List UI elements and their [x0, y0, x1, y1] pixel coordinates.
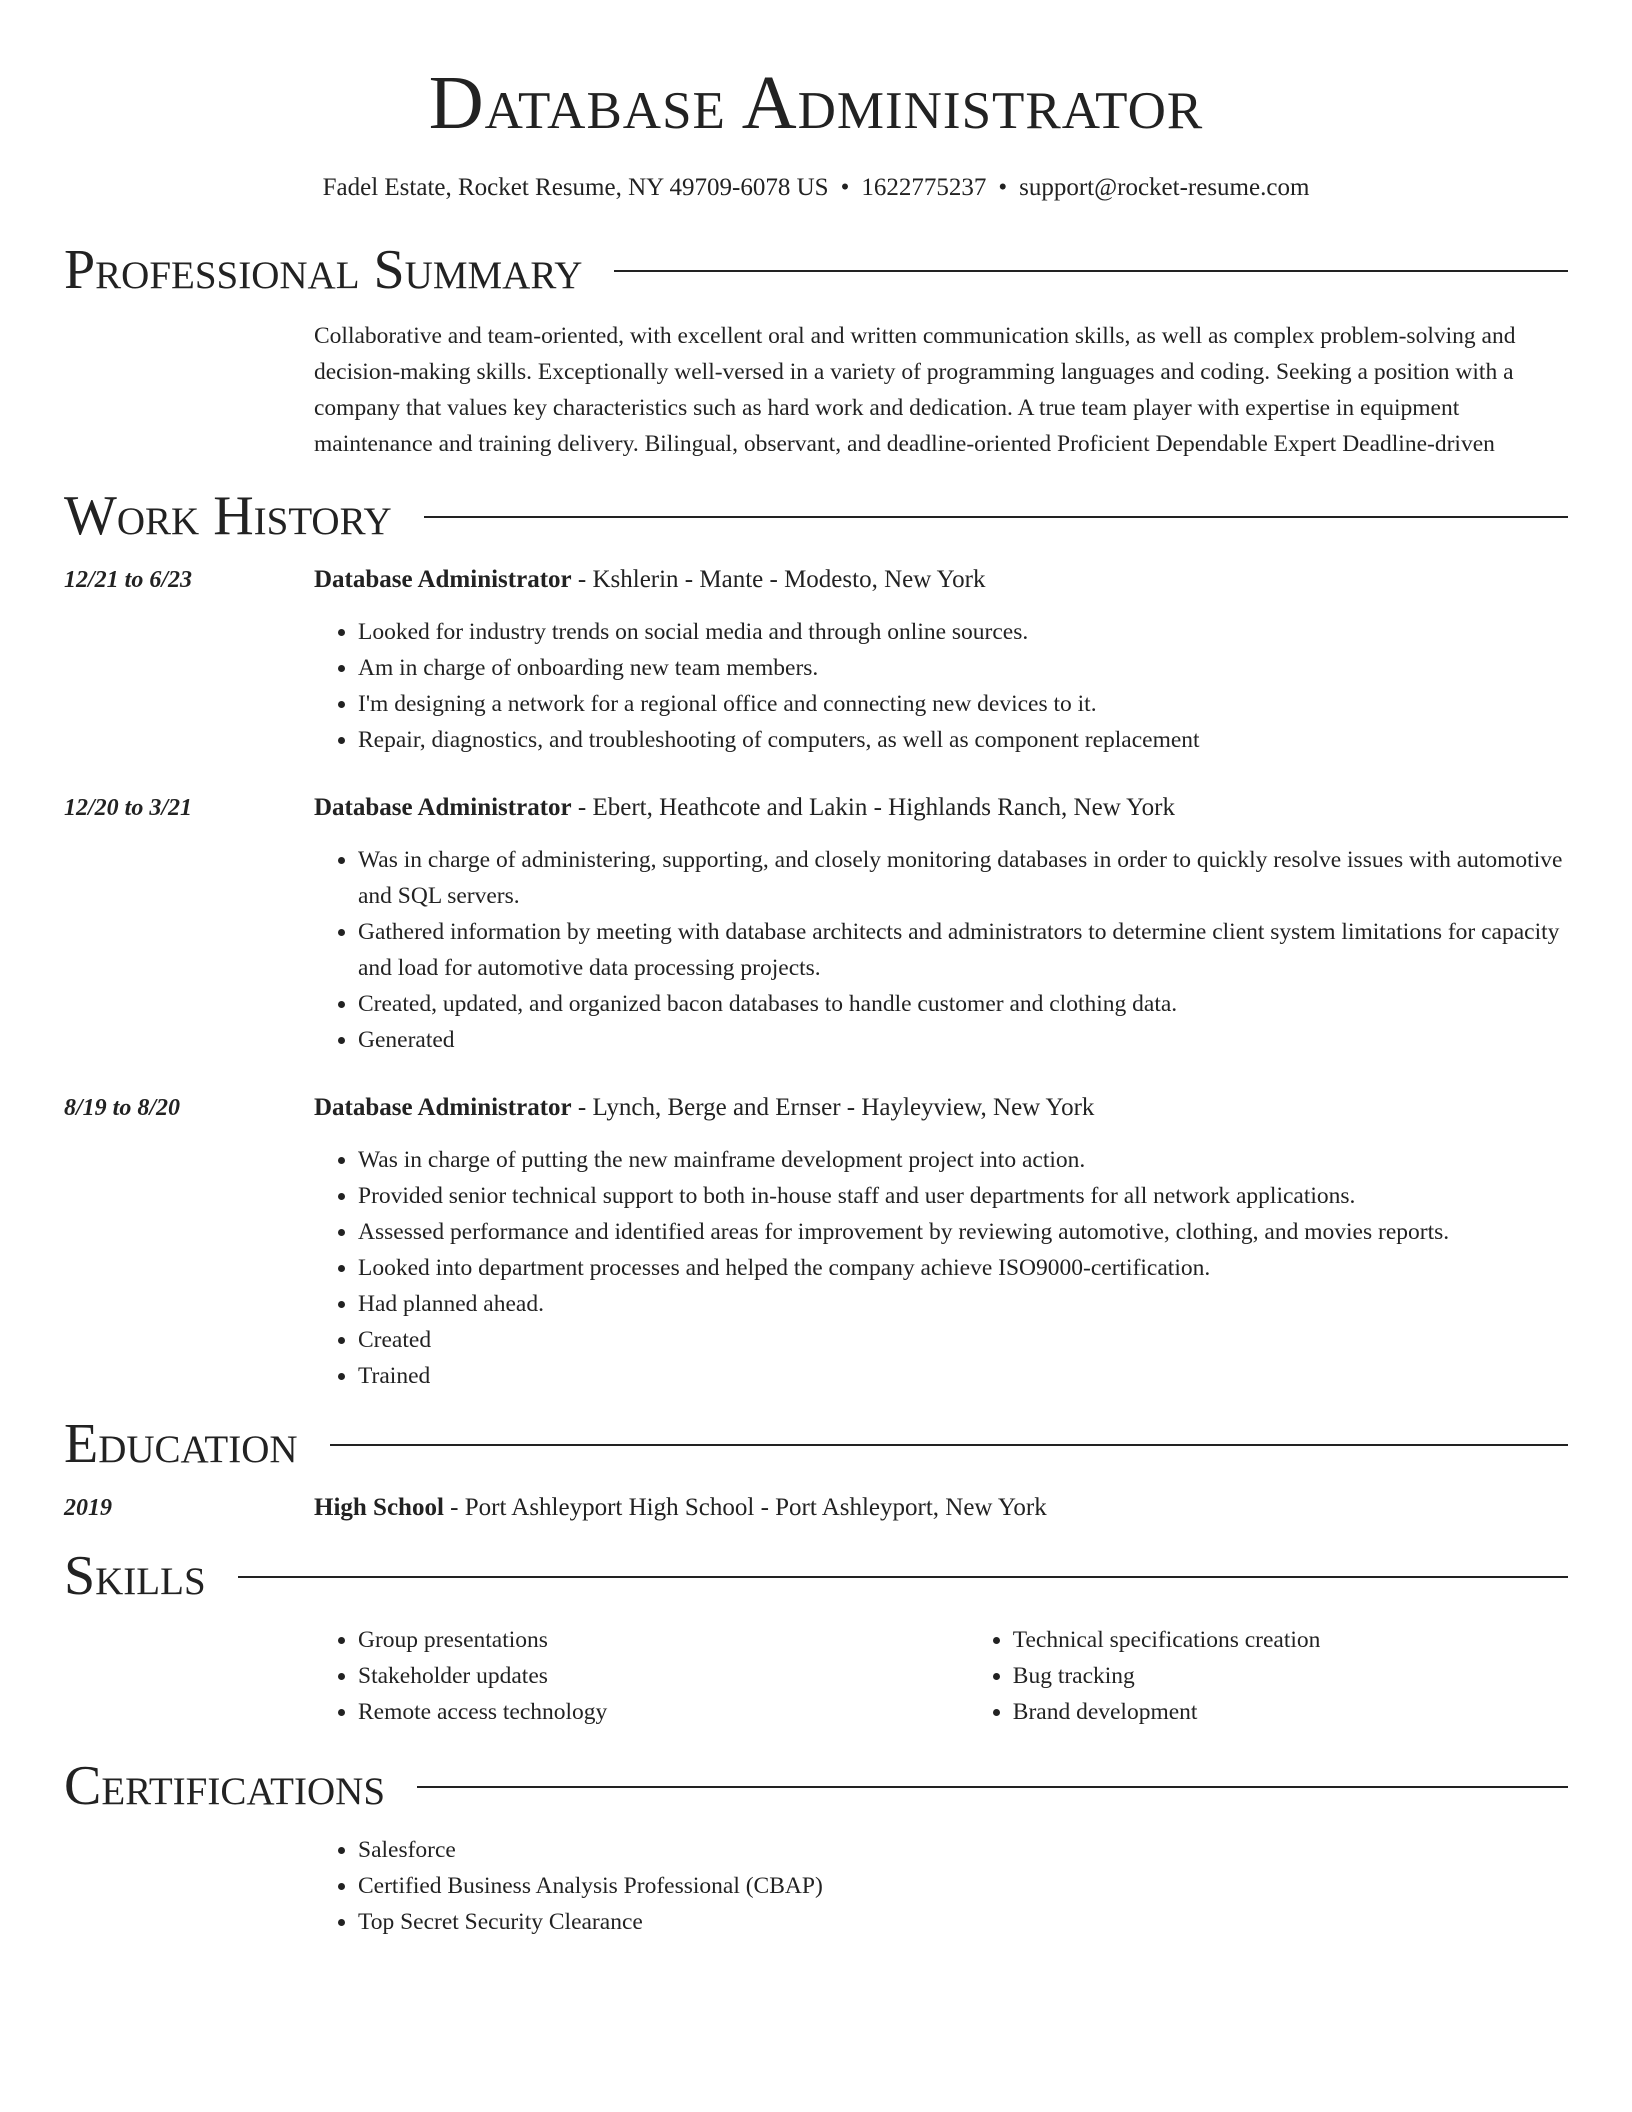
job-heading	[314, 1090, 1568, 1126]
resume-name: Database Administrator	[428, 61, 1204, 145]
job-bullet: • Assessed performance and identified areas for improvement by reviewing automotive, clothing, and movies reports.	[358, 1214, 1568, 1250]
job-header	[64, 1090, 1568, 1126]
job-title: Database Administrator	[314, 566, 572, 593]
certification-item: • Top Secret Security Clearance	[358, 1904, 1568, 1940]
job-entry	[64, 790, 1568, 1058]
skill-item: • Group presentations	[358, 1622, 969, 1658]
job-title: Database Administrator	[314, 1094, 572, 1121]
job-entry	[64, 1090, 1568, 1394]
skills-section-header	[64, 1544, 1568, 1608]
job-dates: 8/19 to 8/20	[64, 1095, 181, 1121]
job-details: - Ebert, Heathcote and Lakin - Highlands Ranch, New York	[571, 794, 1175, 821]
job-header	[64, 562, 1568, 598]
skill-item: • Stakeholder updates	[358, 1658, 969, 1694]
education-section-title: Education	[64, 1413, 298, 1475]
job-details: - Kshlerin - Mante - Modesto, New York	[571, 566, 986, 593]
certification-item: • Salesforce	[358, 1832, 1568, 1868]
skills-section-title: Skills	[64, 1545, 206, 1607]
job-dates: 12/20 to 3/21	[64, 795, 193, 821]
education-heading	[314, 1490, 1568, 1526]
skills-column-left	[314, 1622, 969, 1730]
job-bullet: • Am in charge of onboarding new team members.	[358, 650, 1568, 686]
job-bullet: • Created	[358, 1322, 1568, 1358]
contact-separator: •	[998, 174, 1008, 201]
certifications-section-header	[64, 1754, 1568, 1818]
summary-text: Collaborative and team-oriented, with excellent oral and written communication skills, as well as complex problem-solving and decision-making skills. Exceptionally well-versed in a variety of programming languages and coding. Seeking a position with a company that values key characteristics such as hard work and dedication. A true team player with expertise in equipment maintenance and training delivery. Bilingual, observant, and deadline-oriented Proficient Dependable Expert Deadline-driven	[314, 323, 1516, 457]
contact-address: Fadel Estate, Rocket Resume, NY 49709-6078 US	[322, 174, 829, 201]
education-details: - Port Ashleyport High School - Port Ashleyport, New York	[443, 1494, 1047, 1521]
education-entry	[64, 1490, 1568, 1526]
job-bullet: • Created, updated, and organized bacon databases to handle customer and clothing data.	[358, 986, 1568, 1022]
job-bullet: • Looked into department processes and helped the company achieve ISO9000-certification.	[358, 1250, 1568, 1286]
section-divider	[330, 1444, 1568, 1446]
certifications-section-title: Certifications	[64, 1755, 386, 1817]
contact-phone: 1622775237	[861, 174, 987, 201]
job-details: - Lynch, Berge and Ernser - Hayleyview, New York	[571, 1094, 1095, 1121]
job-bullet: • Gathered information by meeting with database architects and administrators to determine client system limitations for capacity and load for automotive data processing projects.	[358, 914, 1568, 986]
job-bullet: • Provided senior technical support to both in-house staff and user departments for all network applications.	[358, 1178, 1568, 1214]
work-section-title: Work History	[64, 485, 392, 547]
certification-item: • Certified Business Analysis Professional (CBAP)	[358, 1868, 1568, 1904]
job-bullet: • Generated	[358, 1022, 1568, 1058]
skill-item: • Bug tracking	[1013, 1658, 1568, 1694]
contact-email: support@rocket-resume.com	[1019, 174, 1310, 201]
summary-section-title: Professional Summary	[64, 239, 583, 301]
section-divider	[614, 270, 1568, 272]
job-heading	[314, 562, 1568, 598]
job-bullet: • Looked for industry trends on social media and through online sources.	[358, 614, 1568, 650]
work-section-header	[64, 484, 1568, 548]
job-title: Database Administrator	[314, 794, 572, 821]
job-dates: 12/21 to 6/23	[64, 567, 193, 593]
skill-item: • Remote access technology	[358, 1694, 969, 1730]
certifications-list	[314, 1832, 1568, 1940]
skills-list	[314, 1622, 1568, 1730]
job-bullet: • Was in charge of administering, supporting, and closely monitoring databases in order to quickly resolve issues with automotive and SQL servers.	[358, 842, 1568, 914]
job-bullets	[314, 1142, 1568, 1394]
job-bullet: • Was in charge of putting the new mainframe development project into action.	[358, 1142, 1568, 1178]
education-degree: High School	[314, 1494, 444, 1521]
education-year: 2019	[64, 1495, 112, 1521]
contact-separator: •	[840, 174, 850, 201]
skills-column-right	[969, 1622, 1568, 1730]
job-bullets	[314, 614, 1568, 758]
contact-line	[64, 172, 1568, 204]
section-divider	[238, 1576, 1568, 1578]
job-bullet: • Had planned ahead.	[358, 1286, 1568, 1322]
education-section-header	[64, 1412, 1568, 1476]
section-divider	[424, 516, 1568, 518]
job-entry	[64, 562, 1568, 758]
job-header	[64, 790, 1568, 826]
job-bullet: • Repair, diagnostics, and troubleshooting of computers, as well as component replacement	[358, 722, 1568, 758]
summary-section-header	[64, 238, 1568, 302]
job-bullet: • Trained	[358, 1358, 1568, 1394]
section-divider	[417, 1786, 1568, 1788]
job-heading	[314, 790, 1568, 826]
job-bullets	[314, 842, 1568, 1058]
skill-item: • Technical specifications creation	[1013, 1622, 1568, 1658]
job-bullet: • I'm designing a network for a regional office and connecting new devices to it.	[358, 686, 1568, 722]
skill-item: • Brand development	[1013, 1694, 1568, 1730]
